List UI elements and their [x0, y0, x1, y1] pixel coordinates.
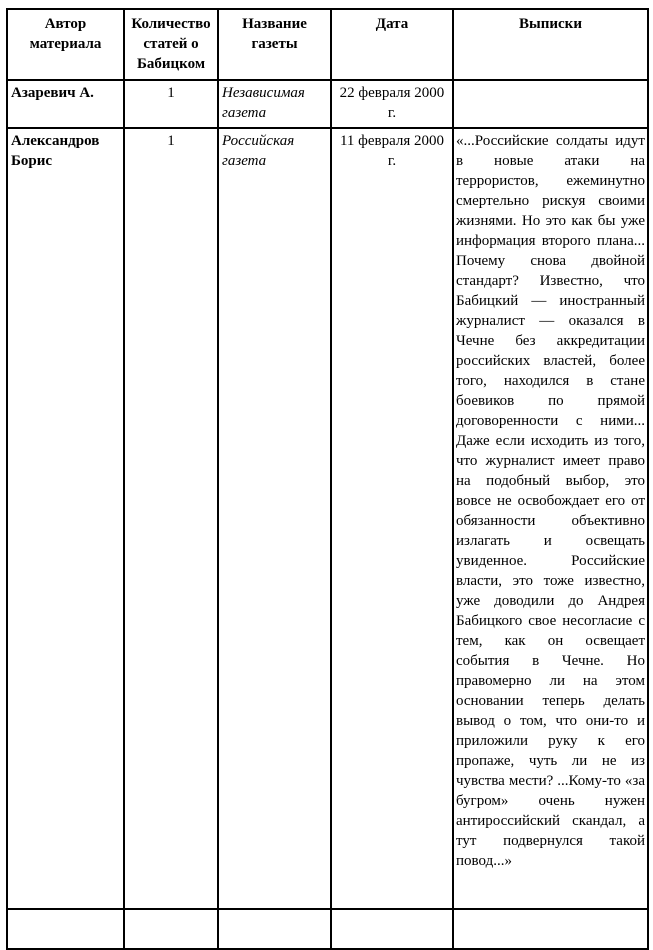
date-cell: 11 февраля 2000 г.: [331, 128, 453, 909]
author-cell: Александров Борис: [7, 128, 124, 909]
column-header-author: Автор материала: [7, 9, 124, 80]
excerpt-cell: [453, 909, 648, 949]
column-header-count: Количество статей о Бабицком: [124, 9, 218, 80]
excerpt-cell: [453, 80, 648, 128]
newspaper-cell: [218, 909, 331, 949]
table-header-row: [7, 9, 648, 80]
table-row: [7, 128, 648, 909]
newspaper-cell: Независимая газета: [218, 80, 331, 128]
column-header-excerpts: Выписки: [453, 9, 648, 80]
author-cell: Азаревич А.: [7, 80, 124, 128]
column-header-date: Дата: [331, 9, 453, 80]
date-cell: 22 февраля 2000 г.: [331, 80, 453, 128]
date-cell: [331, 909, 453, 949]
table-row: [7, 80, 648, 128]
table-row: [7, 909, 648, 949]
articles-table: [6, 8, 649, 950]
author-cell: [7, 909, 124, 949]
excerpt-cell: «...Российские солдаты идут в новые атаки на террористов, ежеминутно смертельно рискуя своими жизнями. Но это как бы уже информация второго плана... Почему снова двойной стандарт? Известно, что Бабицкий — иностранный журналист — оказался в Чечне без аккредитации российских властей, более того, находился в стане боевиков по прямой договоренности с ними... Даже если исходить из того, что журналист имеет право на подобный выбор, это вовсе не освобождает его от обязанности объективно излагать и освещать увиденное. Российские власти, это тоже известно, уже доводили до Андрея Бабицкого свое несогласие с тем, как он освещает события в Чечне. Но правомерно ли на этом основании теперь делать вывод о том, что они-то и приложили руку к его пропаже, чуть ли не из чувства мести? ...Кому-то «за бугром» очень нужен антироссийский скандал, а тут подвернулся такой повод...»: [453, 128, 648, 909]
newspaper-cell: Российская газета: [218, 128, 331, 909]
column-header-newspaper: Название газеты: [218, 9, 331, 80]
count-cell: 1: [124, 128, 218, 909]
count-cell: 1: [124, 80, 218, 128]
count-cell: [124, 909, 218, 949]
